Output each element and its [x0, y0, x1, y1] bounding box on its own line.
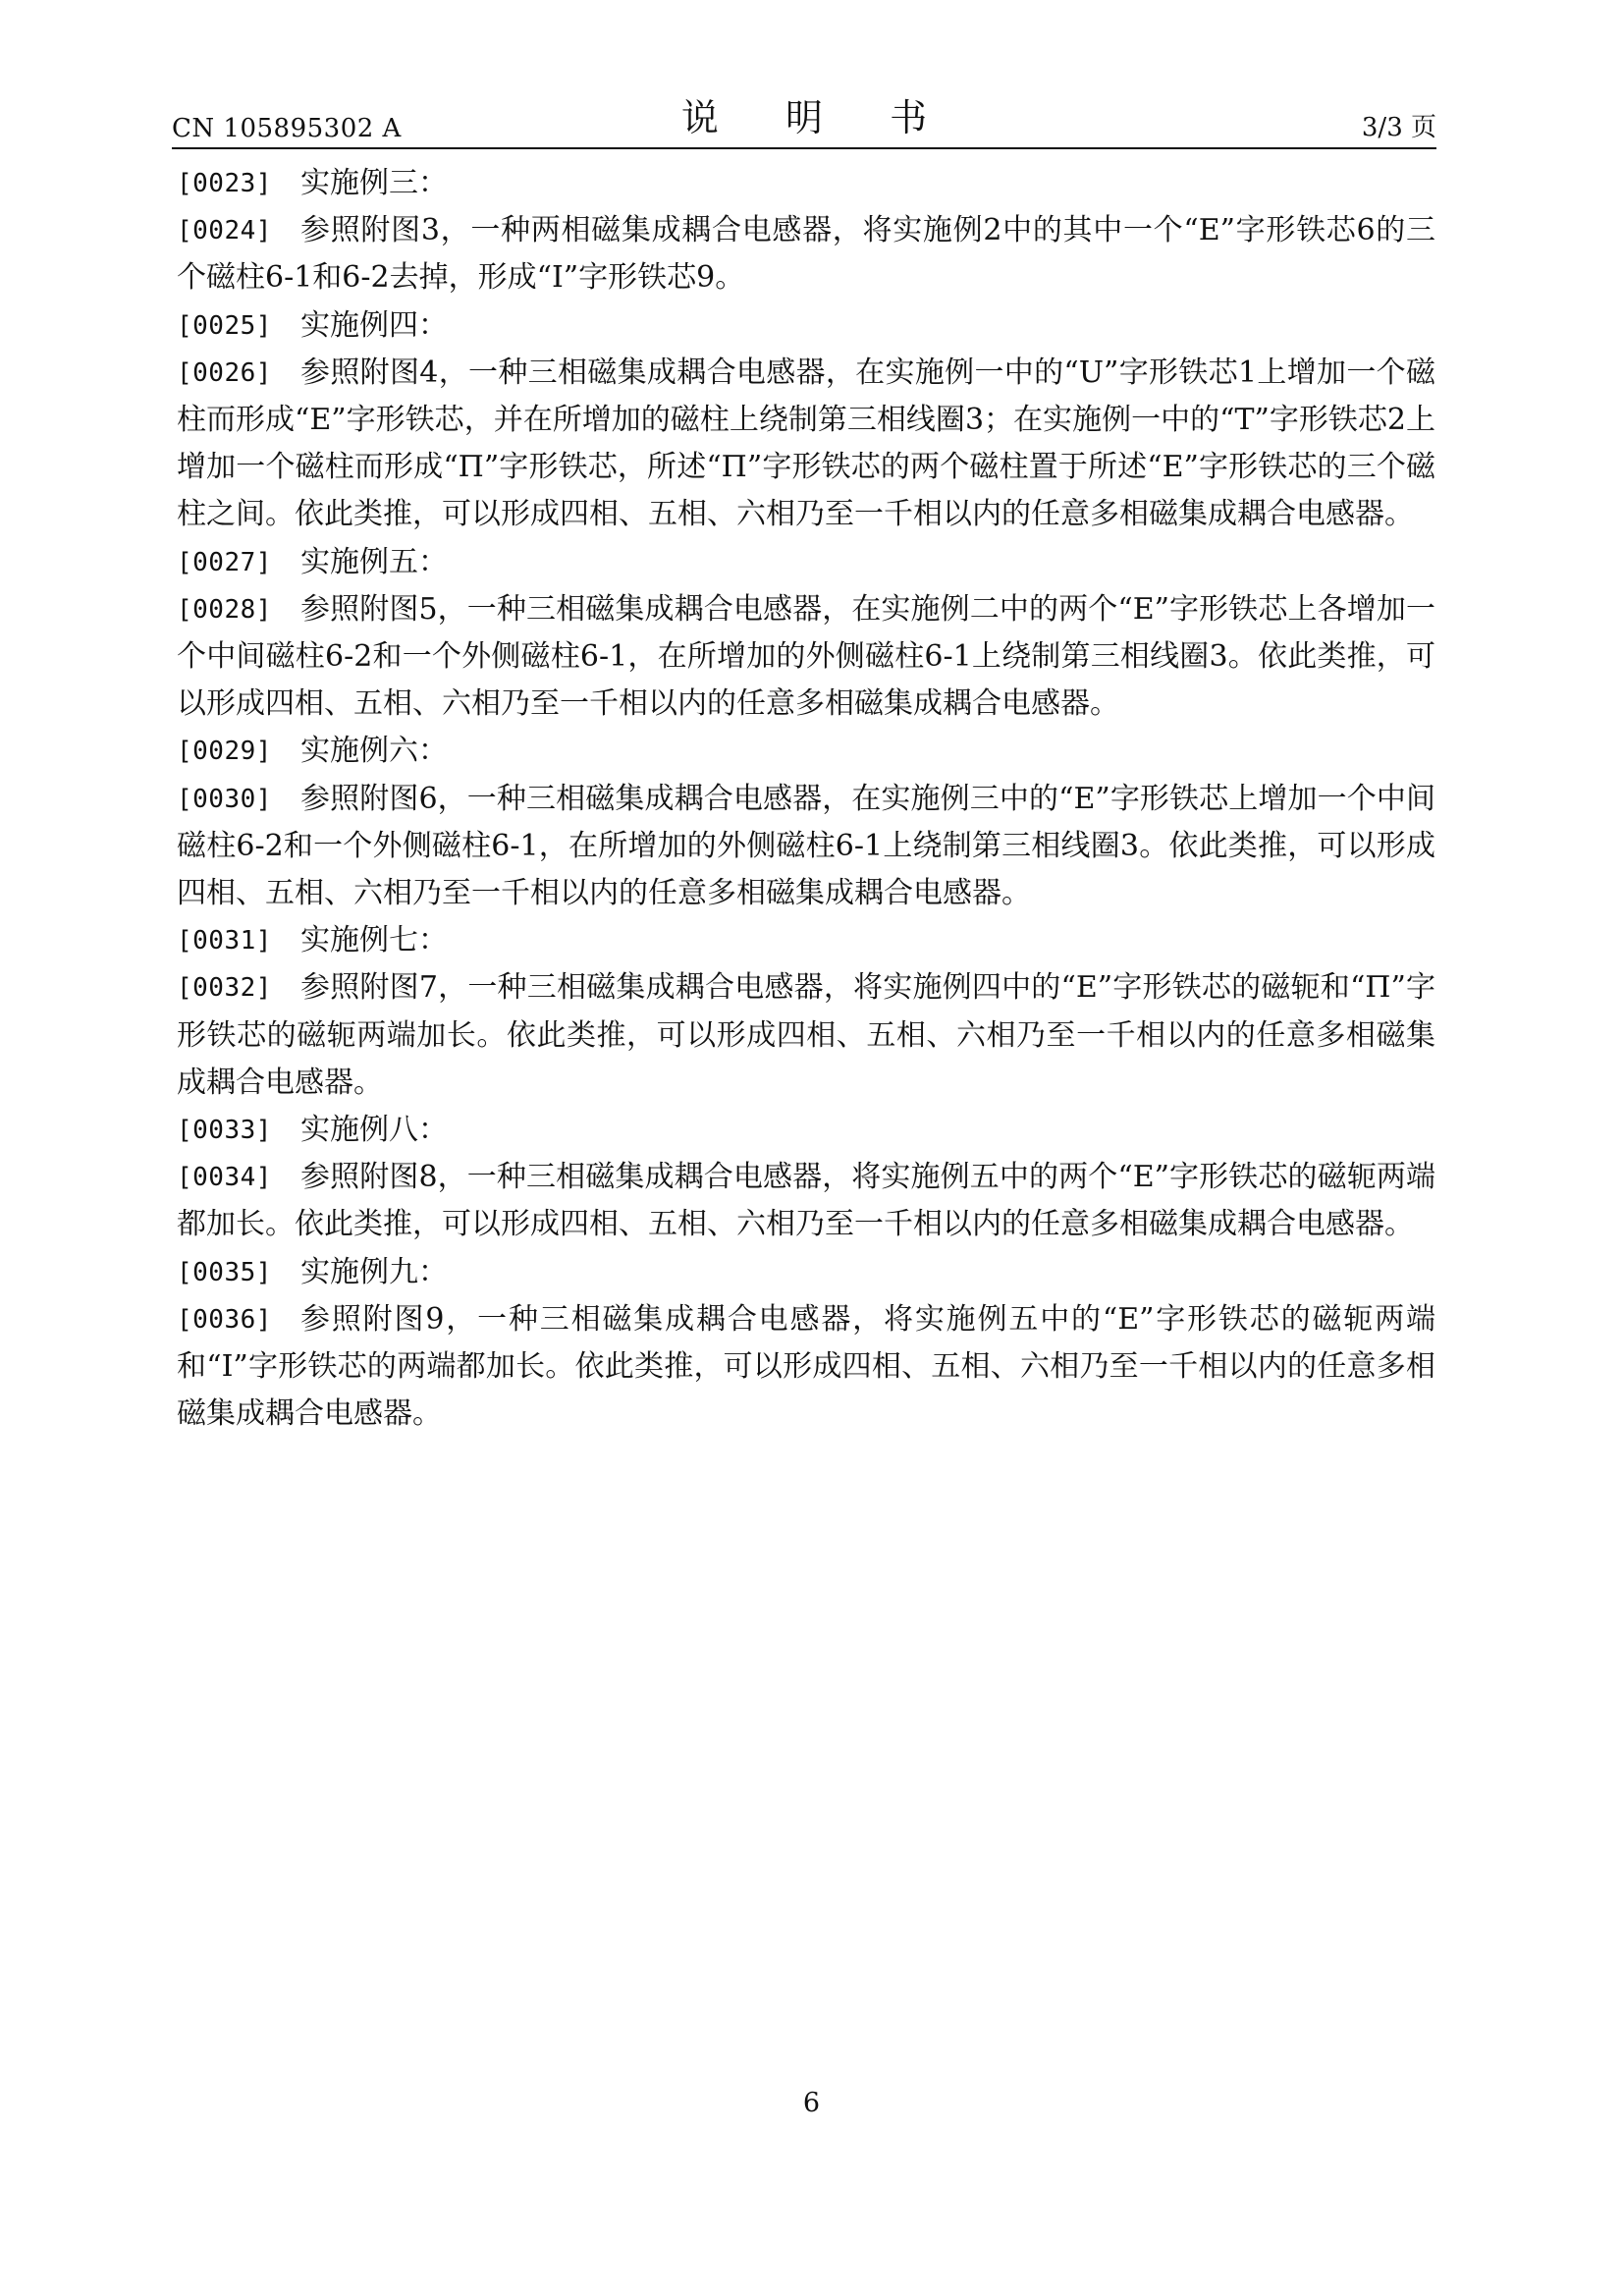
paragraph	[177, 1107, 1435, 1154]
paragraph	[177, 1249, 1435, 1296]
paragraph	[177, 539, 1435, 586]
paragraph-number: [0028]	[177, 594, 272, 625]
description-body	[177, 160, 1435, 1438]
page-header	[172, 90, 1436, 149]
paragraph-text: 参照附图7，一种三相磁集成耦合电感器，将实施例四中的“E”字形铁芯的磁轭和“Π”字形铁芯的磁轭两端加长。依此类推，可以形成四相、五相、六相乃至一千相以内的任意多相磁集成耦合电感器。	[177, 970, 1435, 1100]
paragraph-text: 参照附图6，一种三相磁集成耦合电感器，在实施例三中的“E”字形铁芯上增加一个中间磁柱6-2和一个外侧磁柱6-1，在所增加的外侧磁柱6-1上绕制第三相线圈3。依此类推，可以形成四相、五相、六相乃至一千相以内的任意多相磁集成耦合电感器。	[177, 781, 1435, 911]
paragraph-number: [0029]	[177, 737, 272, 767]
paragraph-number: [0033]	[177, 1116, 272, 1146]
paragraph-text: 实施例九：	[300, 1254, 448, 1289]
paragraph-text: 实施例三：	[300, 166, 448, 200]
paragraph-text: 实施例四：	[300, 307, 448, 343]
document-title: 说 明 书	[680, 96, 955, 139]
paragraph-text: 参照附图5，一种三相磁集成耦合电感器，在实施例二中的两个“E”字形铁芯上各增加一个中间磁柱6-2和一个外侧磁柱6-1，在所增加的外侧磁柱6-1上绕制第三相线圈3。依此类推，可以形成四相、五相、六相乃至一千相以内的任意多相磁集成耦合电感器。	[177, 591, 1435, 722]
paragraph-number: [0036]	[177, 1304, 272, 1335]
paragraph-number: [0027]	[177, 547, 272, 577]
paragraph	[177, 964, 1435, 1107]
page-label: 3/3 页	[1361, 113, 1436, 142]
paragraph-number: [0025]	[177, 310, 272, 341]
paragraph-number: [0031]	[177, 926, 272, 957]
paragraph-number: [0035]	[177, 1257, 272, 1287]
paragraph	[177, 917, 1435, 964]
paragraph-text: 实施例八：	[300, 1113, 448, 1148]
paragraph-text: 参照附图9，一种三相磁集成耦合电感器，将实施例五中的“E”字形铁芯的磁轭两端和“I”字形铁芯的两端都加长。依此类推，可以形成四相、五相、六相乃至一千相以内的任意多相磁集成耦合电感器。	[177, 1301, 1435, 1432]
paragraph	[177, 586, 1435, 729]
paragraph	[177, 1154, 1435, 1248]
paragraph	[177, 776, 1435, 918]
paragraph-number: [0034]	[177, 1163, 272, 1193]
patent-number: CN 105895302 A	[172, 114, 402, 143]
paragraph-text: 实施例七：	[300, 923, 448, 958]
paragraph-number: [0026]	[177, 357, 272, 388]
paragraph-number: [0032]	[177, 973, 272, 1004]
paragraph	[177, 350, 1435, 539]
page-number: 6	[802, 2088, 821, 2118]
header-rule	[172, 147, 1436, 149]
paragraph	[177, 1296, 1435, 1439]
paragraph-text: 参照附图3，一种两相磁集成耦合电感器，将实施例2中的其中一个“E”字形铁芯6的三个磁柱6-1和6-2去掉，形成“I”字形铁芯9。	[177, 213, 1435, 296]
paragraph-number: [0023]	[177, 169, 272, 198]
paragraph	[177, 728, 1435, 775]
paragraph-number: [0024]	[177, 216, 272, 246]
paragraph-text: 实施例六：	[300, 734, 448, 769]
paragraph	[177, 160, 1435, 207]
paragraph	[177, 302, 1435, 350]
paragraph-text: 参照附图8，一种三相磁集成耦合电感器，将实施例五中的两个“E”字形铁芯的磁轭两端都加长。依此类推，可以形成四相、五相、六相乃至一千相以内的任意多相磁集成耦合电感器。	[177, 1160, 1435, 1242]
paragraph-text: 参照附图4，一种三相磁集成耦合电感器，在实施例一中的“U”字形铁芯1上增加一个磁柱而形成“E”字形铁芯，并在所增加的磁柱上绕制第三相线圈3；在实施例一中的“T”字形铁芯2上增加一个磁柱而形成“Π”字形铁芯，所述“Π”字形铁芯的两个磁柱置于所述“E”字形铁芯的三个磁柱之间。依此类推，可以形成四相、五相、六相乃至一千相以内的任意多相磁集成耦合电感器。	[177, 355, 1435, 532]
paragraph-number: [0030]	[177, 784, 272, 814]
paragraph	[177, 207, 1435, 301]
paragraph-text: 实施例五：	[300, 544, 448, 579]
